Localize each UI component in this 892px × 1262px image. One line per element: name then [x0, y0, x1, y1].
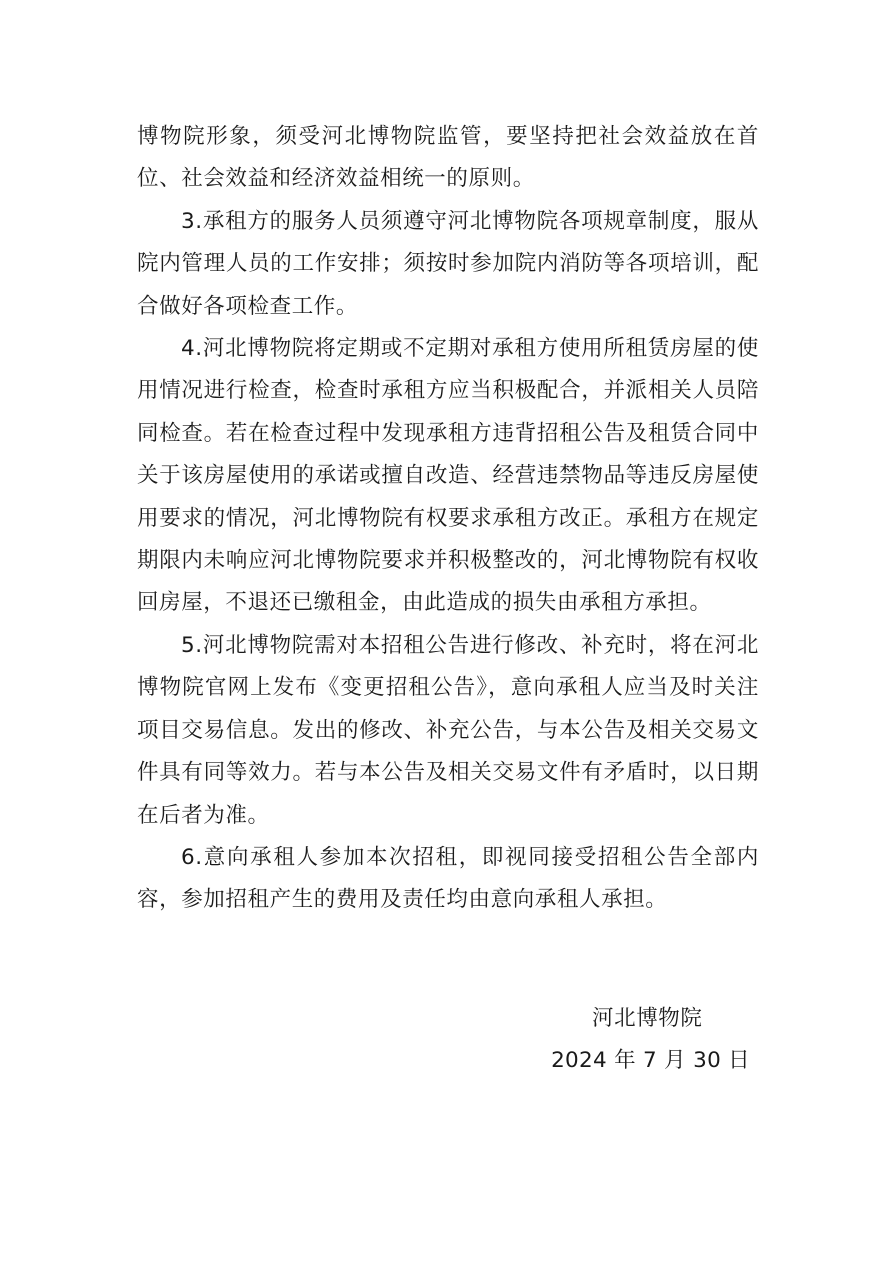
- paragraph-item-4: 4.河北博物院将定期或不定期对承租方使用所租赁房屋的使用情况进行检查，检查时承租方应当积极配合，并派相关人员陪同检查。若在检查过程中发现承租方违背招租公告及租赁合同中关于该房屋使用的承诺或擅自改造、经营违禁物品等违反房屋使用要求的情况，河北博物院有权要求承租方改正。承租方在规定期限内未响应河北博物院要求并积极整改的，河北博物院有权收回房屋，不退还已缴租金，由此造成的损失由承租方承担。: [137, 336, 759, 616]
- signature-block: [520, 998, 750, 1082]
- document-body: [137, 116, 759, 922]
- signature-date: 2024 年 7 月 30 日: [551, 1048, 750, 1073]
- signature-organization: 河北博物院: [592, 1006, 703, 1031]
- paragraph-item-5: 5.河北博物院需对本招租公告进行修改、补充时，将在河北博物院官网上发布《变更招租公告》，意向承租人应当及时关注项目交易信息。发出的修改、补充公告，与本公告及相关交易文件具有同等效力。若与本公告及相关交易文件有矛盾时，以日期在后者为准。: [137, 632, 759, 828]
- paragraph-item-3: 3.承租方的服务人员须遵守河北博物院各项规章制度，服从院内管理人员的工作安排；须按时参加院内消防等各项培训，配合做好各项检查工作。: [137, 208, 759, 319]
- paragraph-item-6: 6.意向承租人参加本次招租，即视同接受招租公告全部内容，参加招租产生的费用及责任均由意向承租人承担。: [137, 844, 759, 913]
- paragraph-continuation: 博物院形象，须受河北博物院监管，要坚持把社会效益放在首位、社会效益和经济效益相统一的原则。: [137, 124, 759, 192]
